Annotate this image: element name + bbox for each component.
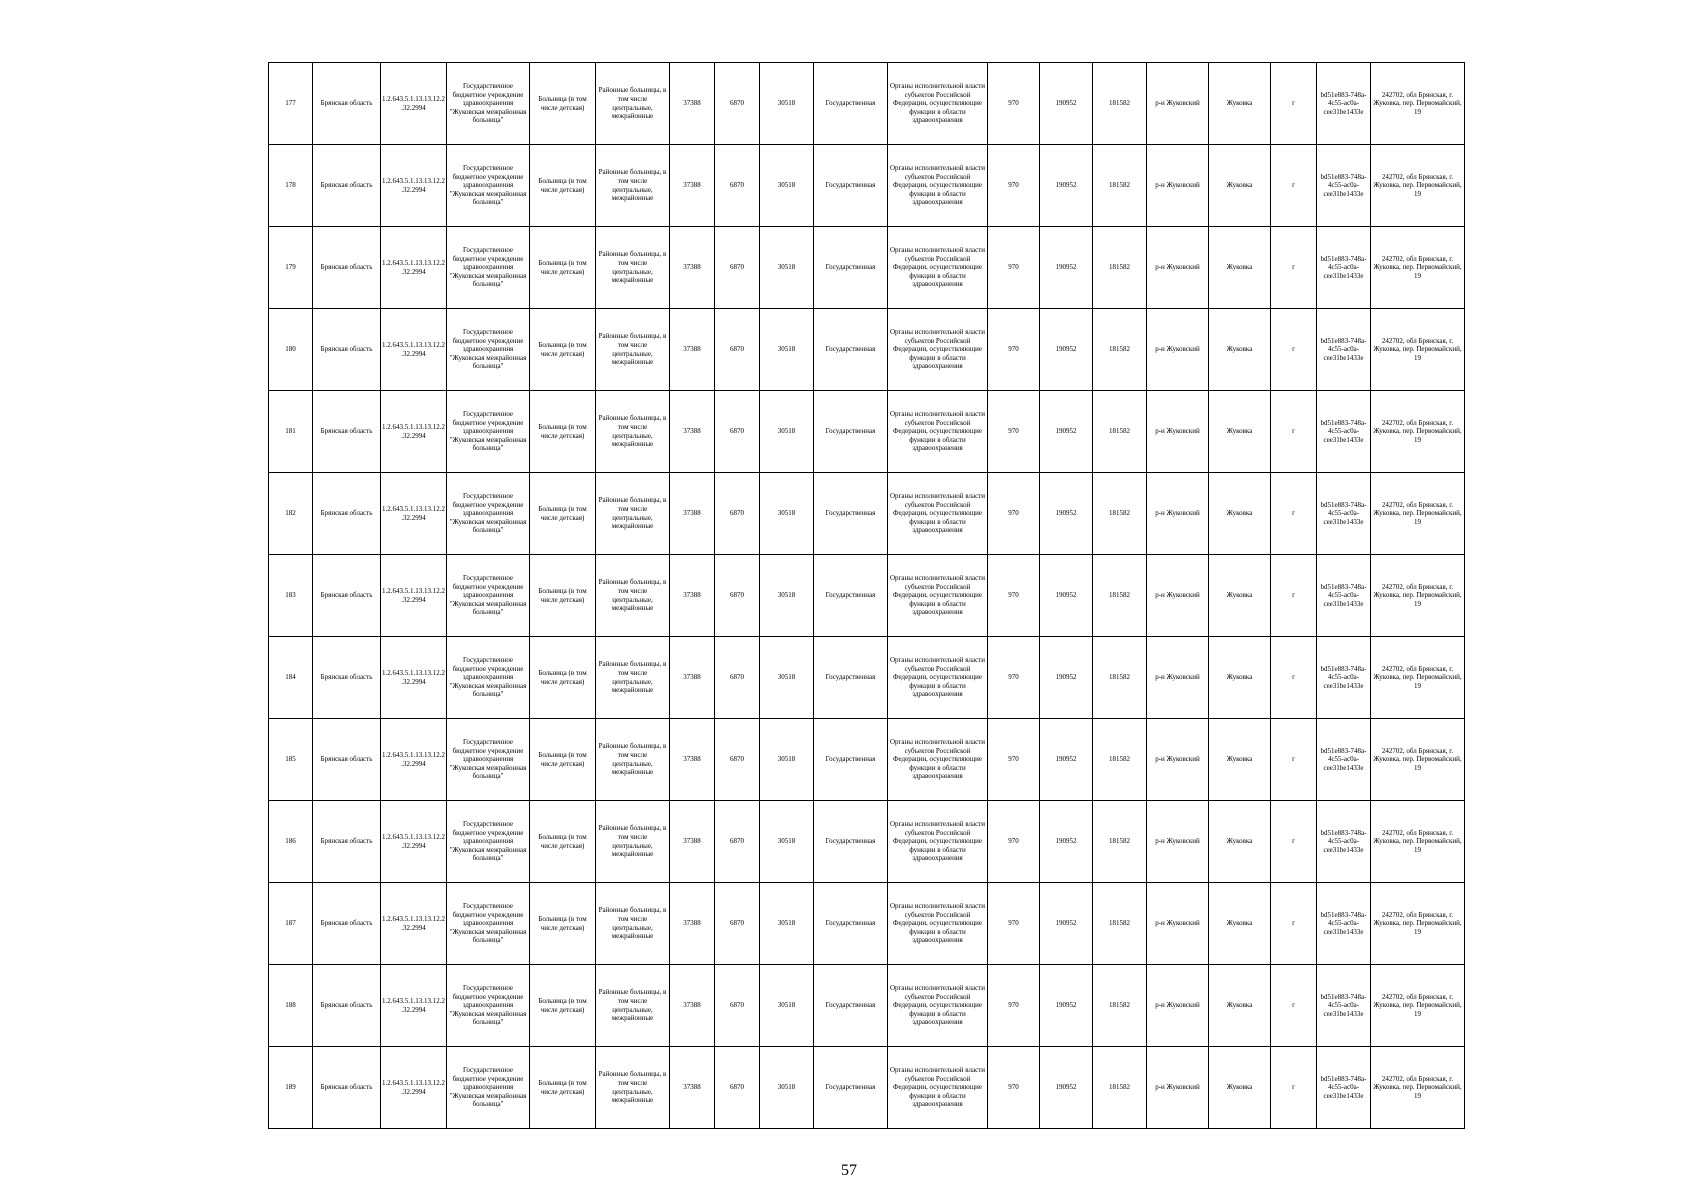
locality-type-cell: г: [1271, 309, 1317, 391]
code-f-cell: 181582: [1093, 1047, 1147, 1129]
address-cell: 242702, обл Брянская, г. Жуковка, пер. Первомайский, 19: [1371, 555, 1465, 637]
district-cell: р-н Жуковский: [1147, 227, 1209, 309]
authority-cell: Органы исполнительной власти субъектов Российской Федерации, осуществляющие функции в области здравоохранения: [888, 555, 988, 637]
region-cell: Брянская область: [313, 883, 381, 965]
code-f-cell: 181582: [1093, 719, 1147, 801]
oid-cell: 1.2.643.5.1.13.13.12.2.32.2994: [381, 145, 447, 227]
guid-cell: bd51e883-748a-4c55-ac0a-cee31be1433e: [1317, 145, 1371, 227]
table-row: [269, 965, 1465, 1047]
org-type-cell: Больница (в том числе детская): [530, 965, 596, 1047]
code-a-cell: 37388: [670, 637, 715, 719]
code-b-cell: 6870: [715, 145, 760, 227]
org-subtype-cell: Районные больницы, в том числе центральные, межрайонные: [596, 719, 670, 801]
org-subtype-cell: Районные больницы, в том числе центральные, межрайонные: [596, 965, 670, 1047]
table-row: [269, 883, 1465, 965]
org-subtype-cell: Районные больницы, в том числе центральные, межрайонные: [596, 801, 670, 883]
authority-cell: Органы исполнительной власти субъектов Российской Федерации, осуществляющие функции в области здравоохранения: [888, 637, 988, 719]
oid-cell: 1.2.643.5.1.13.13.12.2.32.2994: [381, 555, 447, 637]
locality-cell: Жуковка: [1209, 227, 1271, 309]
oid-cell: 1.2.643.5.1.13.13.12.2.32.2994: [381, 883, 447, 965]
address-cell: 242702, обл Брянская, г. Жуковка, пер. Первомайский, 19: [1371, 1047, 1465, 1129]
code-d-cell: 970: [988, 63, 1040, 145]
org-subtype-cell: Районные больницы, в том числе центральные, межрайонные: [596, 1047, 670, 1129]
code-d-cell: 970: [988, 801, 1040, 883]
organization-name-cell: Государственное бюджетное учреждение здравоохранения "Жуковская межрайонная больница": [447, 801, 530, 883]
org-subtype-cell: Районные больницы, в том числе центральные, межрайонные: [596, 473, 670, 555]
code-e-cell: 190952: [1040, 473, 1093, 555]
row-number-cell: 183: [269, 555, 313, 637]
code-c-cell: 30518: [760, 391, 814, 473]
code-e-cell: 190952: [1040, 391, 1093, 473]
table-row: [269, 801, 1465, 883]
address-cell: 242702, обл Брянская, г. Жуковка, пер. Первомайский, 19: [1371, 391, 1465, 473]
oid-cell: 1.2.643.5.1.13.13.12.2.32.2994: [381, 473, 447, 555]
oid-cell: 1.2.643.5.1.13.13.12.2.32.2994: [381, 801, 447, 883]
row-number-cell: 186: [269, 801, 313, 883]
organization-name-cell: Государственное бюджетное учреждение здравоохранения "Жуковская межрайонная больница": [447, 883, 530, 965]
row-number-cell: 177: [269, 63, 313, 145]
organization-name-cell: Государственное бюджетное учреждение здравоохранения "Жуковская межрайонная больница": [447, 965, 530, 1047]
ownership-cell: Государственная: [814, 473, 888, 555]
region-cell: Брянская область: [313, 965, 381, 1047]
district-cell: р-н Жуковский: [1147, 1047, 1209, 1129]
locality-cell: Жуковка: [1209, 1047, 1271, 1129]
code-f-cell: 181582: [1093, 309, 1147, 391]
org-type-cell: Больница (в том числе детская): [530, 801, 596, 883]
code-c-cell: 30518: [760, 63, 814, 145]
code-b-cell: 6870: [715, 801, 760, 883]
org-type-cell: Больница (в том числе детская): [530, 1047, 596, 1129]
code-b-cell: 6870: [715, 719, 760, 801]
code-e-cell: 190952: [1040, 309, 1093, 391]
organization-name-cell: Государственное бюджетное учреждение здравоохранения "Жуковская межрайонная больница": [447, 555, 530, 637]
organization-name-cell: Государственное бюджетное учреждение здравоохранения "Жуковская межрайонная больница": [447, 473, 530, 555]
code-c-cell: 30518: [760, 719, 814, 801]
locality-type-cell: г: [1271, 883, 1317, 965]
region-cell: Брянская область: [313, 801, 381, 883]
ownership-cell: Государственная: [814, 309, 888, 391]
address-cell: 242702, обл Брянская, г. Жуковка, пер. Первомайский, 19: [1371, 227, 1465, 309]
guid-cell: bd51e883-748a-4c55-ac0a-cee31be1433e: [1317, 637, 1371, 719]
oid-cell: 1.2.643.5.1.13.13.12.2.32.2994: [381, 1047, 447, 1129]
oid-cell: 1.2.643.5.1.13.13.12.2.32.2994: [381, 391, 447, 473]
locality-type-cell: г: [1271, 227, 1317, 309]
locality-cell: Жуковка: [1209, 965, 1271, 1047]
code-a-cell: 37388: [670, 801, 715, 883]
org-type-cell: Больница (в том числе детская): [530, 63, 596, 145]
locality-type-cell: г: [1271, 801, 1317, 883]
oid-cell: 1.2.643.5.1.13.13.12.2.32.2994: [381, 637, 447, 719]
locality-type-cell: г: [1271, 473, 1317, 555]
table-row: [269, 227, 1465, 309]
district-cell: р-н Жуковский: [1147, 801, 1209, 883]
district-cell: р-н Жуковский: [1147, 309, 1209, 391]
code-a-cell: 37388: [670, 227, 715, 309]
authority-cell: Органы исполнительной власти субъектов Российской Федерации, осуществляющие функции в области здравоохранения: [888, 801, 988, 883]
ownership-cell: Государственная: [814, 63, 888, 145]
code-f-cell: 181582: [1093, 555, 1147, 637]
district-cell: р-н Жуковский: [1147, 555, 1209, 637]
guid-cell: bd51e883-748a-4c55-ac0a-cee31be1433e: [1317, 801, 1371, 883]
oid-cell: 1.2.643.5.1.13.13.12.2.32.2994: [381, 309, 447, 391]
code-c-cell: 30518: [760, 1047, 814, 1129]
oid-cell: 1.2.643.5.1.13.13.12.2.32.2994: [381, 63, 447, 145]
code-b-cell: 6870: [715, 555, 760, 637]
code-e-cell: 190952: [1040, 637, 1093, 719]
region-cell: Брянская область: [313, 719, 381, 801]
ownership-cell: Государственная: [814, 391, 888, 473]
locality-cell: Жуковка: [1209, 883, 1271, 965]
code-b-cell: 6870: [715, 473, 760, 555]
code-d-cell: 970: [988, 227, 1040, 309]
org-subtype-cell: Районные больницы, в том числе центральные, межрайонные: [596, 391, 670, 473]
address-cell: 242702, обл Брянская, г. Жуковка, пер. Первомайский, 19: [1371, 801, 1465, 883]
authority-cell: Органы исполнительной власти субъектов Российской Федерации, осуществляющие функции в области здравоохранения: [888, 965, 988, 1047]
org-subtype-cell: Районные больницы, в том числе центральные, межрайонные: [596, 555, 670, 637]
code-f-cell: 181582: [1093, 227, 1147, 309]
registry-table: [268, 62, 1465, 1129]
org-type-cell: Больница (в том числе детская): [530, 145, 596, 227]
locality-cell: Жуковка: [1209, 473, 1271, 555]
ownership-cell: Государственная: [814, 227, 888, 309]
code-d-cell: 970: [988, 145, 1040, 227]
code-a-cell: 37388: [670, 63, 715, 145]
address-cell: 242702, обл Брянская, г. Жуковка, пер. Первомайский, 19: [1371, 309, 1465, 391]
org-subtype-cell: Районные больницы, в том числе центральные, межрайонные: [596, 63, 670, 145]
org-subtype-cell: Районные больницы, в том числе центральные, межрайонные: [596, 145, 670, 227]
oid-cell: 1.2.643.5.1.13.13.12.2.32.2994: [381, 227, 447, 309]
authority-cell: Органы исполнительной власти субъектов Российской Федерации, осуществляющие функции в области здравоохранения: [888, 719, 988, 801]
code-e-cell: 190952: [1040, 801, 1093, 883]
oid-cell: 1.2.643.5.1.13.13.12.2.32.2994: [381, 719, 447, 801]
oid-cell: 1.2.643.5.1.13.13.12.2.32.2994: [381, 965, 447, 1047]
org-subtype-cell: Районные больницы, в том числе центральные, межрайонные: [596, 227, 670, 309]
ownership-cell: Государственная: [814, 719, 888, 801]
row-number-cell: 189: [269, 1047, 313, 1129]
authority-cell: Органы исполнительной власти субъектов Российской Федерации, осуществляющие функции в области здравоохранения: [888, 391, 988, 473]
locality-type-cell: г: [1271, 63, 1317, 145]
row-number-cell: 187: [269, 883, 313, 965]
code-a-cell: 37388: [670, 391, 715, 473]
code-b-cell: 6870: [715, 965, 760, 1047]
code-a-cell: 37388: [670, 145, 715, 227]
organization-name-cell: Государственное бюджетное учреждение здравоохранения "Жуковская межрайонная больница": [447, 145, 530, 227]
code-e-cell: 190952: [1040, 63, 1093, 145]
guid-cell: bd51e883-748a-4c55-ac0a-cee31be1433e: [1317, 391, 1371, 473]
locality-type-cell: г: [1271, 719, 1317, 801]
registry-body: [269, 63, 1465, 1129]
locality-type-cell: г: [1271, 1047, 1317, 1129]
code-e-cell: 190952: [1040, 965, 1093, 1047]
code-f-cell: 181582: [1093, 637, 1147, 719]
code-c-cell: 30518: [760, 555, 814, 637]
code-f-cell: 181582: [1093, 473, 1147, 555]
table-row: [269, 309, 1465, 391]
authority-cell: Органы исполнительной власти субъектов Российской Федерации, осуществляющие функции в области здравоохранения: [888, 63, 988, 145]
code-b-cell: 6870: [715, 883, 760, 965]
code-f-cell: 181582: [1093, 801, 1147, 883]
code-b-cell: 6870: [715, 637, 760, 719]
region-cell: Брянская область: [313, 63, 381, 145]
code-e-cell: 190952: [1040, 145, 1093, 227]
code-f-cell: 181582: [1093, 145, 1147, 227]
code-f-cell: 181582: [1093, 391, 1147, 473]
table-row: [269, 719, 1465, 801]
code-f-cell: 181582: [1093, 63, 1147, 145]
guid-cell: bd51e883-748a-4c55-ac0a-cee31be1433e: [1317, 719, 1371, 801]
org-type-cell: Больница (в том числе детская): [530, 309, 596, 391]
locality-cell: Жуковка: [1209, 63, 1271, 145]
table-row: [269, 1047, 1465, 1129]
code-c-cell: 30518: [760, 965, 814, 1047]
code-c-cell: 30518: [760, 227, 814, 309]
code-d-cell: 970: [988, 391, 1040, 473]
address-cell: 242702, обл Брянская, г. Жуковка, пер. Первомайский, 19: [1371, 719, 1465, 801]
address-cell: 242702, обл Брянская, г. Жуковка, пер. Первомайский, 19: [1371, 145, 1465, 227]
code-c-cell: 30518: [760, 145, 814, 227]
row-number-cell: 185: [269, 719, 313, 801]
code-e-cell: 190952: [1040, 1047, 1093, 1129]
table-row: [269, 391, 1465, 473]
locality-type-cell: г: [1271, 637, 1317, 719]
row-number-cell: 184: [269, 637, 313, 719]
org-type-cell: Больница (в том числе детская): [530, 883, 596, 965]
code-c-cell: 30518: [760, 473, 814, 555]
locality-type-cell: г: [1271, 391, 1317, 473]
authority-cell: Органы исполнительной власти субъектов Российской Федерации, осуществляющие функции в области здравоохранения: [888, 145, 988, 227]
locality-type-cell: г: [1271, 555, 1317, 637]
district-cell: р-н Жуковский: [1147, 883, 1209, 965]
authority-cell: Органы исполнительной власти субъектов Российской Федерации, осуществляющие функции в области здравоохранения: [888, 1047, 988, 1129]
org-type-cell: Больница (в том числе детская): [530, 473, 596, 555]
locality-cell: Жуковка: [1209, 555, 1271, 637]
code-a-cell: 37388: [670, 555, 715, 637]
page-number: 57: [841, 1162, 857, 1179]
code-d-cell: 970: [988, 719, 1040, 801]
region-cell: Брянская область: [313, 1047, 381, 1129]
code-b-cell: 6870: [715, 1047, 760, 1129]
region-cell: Брянская область: [313, 309, 381, 391]
org-type-cell: Больница (в том числе детская): [530, 637, 596, 719]
region-cell: Брянская область: [313, 473, 381, 555]
guid-cell: bd51e883-748a-4c55-ac0a-cee31be1433e: [1317, 309, 1371, 391]
org-type-cell: Больница (в том числе детская): [530, 227, 596, 309]
org-subtype-cell: Районные больницы, в том числе центральные, межрайонные: [596, 883, 670, 965]
code-a-cell: 37388: [670, 473, 715, 555]
locality-type-cell: г: [1271, 965, 1317, 1047]
district-cell: р-н Жуковский: [1147, 965, 1209, 1047]
region-cell: Брянская область: [313, 637, 381, 719]
ownership-cell: Государственная: [814, 637, 888, 719]
address-cell: 242702, обл Брянская, г. Жуковка, пер. Первомайский, 19: [1371, 637, 1465, 719]
row-number-cell: 181: [269, 391, 313, 473]
row-number-cell: 188: [269, 965, 313, 1047]
table-row: [269, 145, 1465, 227]
authority-cell: Органы исполнительной власти субъектов Российской Федерации, осуществляющие функции в области здравоохранения: [888, 883, 988, 965]
org-type-cell: Больница (в том числе детская): [530, 719, 596, 801]
locality-cell: Жуковка: [1209, 309, 1271, 391]
authority-cell: Органы исполнительной власти субъектов Российской Федерации, осуществляющие функции в области здравоохранения: [888, 227, 988, 309]
organization-name-cell: Государственное бюджетное учреждение здравоохранения "Жуковская межрайонная больница": [447, 63, 530, 145]
locality-cell: Жуковка: [1209, 145, 1271, 227]
row-number-cell: 178: [269, 145, 313, 227]
region-cell: Брянская область: [313, 555, 381, 637]
organization-name-cell: Государственное бюджетное учреждение здравоохранения "Жуковская межрайонная больница": [447, 227, 530, 309]
authority-cell: Органы исполнительной власти субъектов Российской Федерации, осуществляющие функции в области здравоохранения: [888, 473, 988, 555]
ownership-cell: Государственная: [814, 1047, 888, 1129]
code-a-cell: 37388: [670, 965, 715, 1047]
code-f-cell: 181582: [1093, 883, 1147, 965]
code-c-cell: 30518: [760, 801, 814, 883]
ownership-cell: Государственная: [814, 801, 888, 883]
row-number-cell: 180: [269, 309, 313, 391]
locality-cell: Жуковка: [1209, 637, 1271, 719]
authority-cell: Органы исполнительной власти субъектов Российской Федерации, осуществляющие функции в области здравоохранения: [888, 309, 988, 391]
code-c-cell: 30518: [760, 637, 814, 719]
address-cell: 242702, обл Брянская, г. Жуковка, пер. Первомайский, 19: [1371, 883, 1465, 965]
org-type-cell: Больница (в том числе детская): [530, 391, 596, 473]
organization-name-cell: Государственное бюджетное учреждение здравоохранения "Жуковская межрайонная больница": [447, 719, 530, 801]
code-e-cell: 190952: [1040, 883, 1093, 965]
district-cell: р-н Жуковский: [1147, 145, 1209, 227]
ownership-cell: Государственная: [814, 965, 888, 1047]
table-row: [269, 555, 1465, 637]
organization-name-cell: Государственное бюджетное учреждение здравоохранения "Жуковская межрайонная больница": [447, 391, 530, 473]
code-d-cell: 970: [988, 473, 1040, 555]
code-a-cell: 37388: [670, 309, 715, 391]
org-subtype-cell: Районные больницы, в том числе центральные, межрайонные: [596, 637, 670, 719]
ownership-cell: Государственная: [814, 883, 888, 965]
organization-name-cell: Государственное бюджетное учреждение здравоохранения "Жуковская межрайонная больница": [447, 637, 530, 719]
region-cell: Брянская область: [313, 227, 381, 309]
guid-cell: bd51e883-748a-4c55-ac0a-cee31be1433e: [1317, 555, 1371, 637]
guid-cell: bd51e883-748a-4c55-ac0a-cee31be1433e: [1317, 1047, 1371, 1129]
guid-cell: bd51e883-748a-4c55-ac0a-cee31be1433e: [1317, 227, 1371, 309]
locality-cell: Жуковка: [1209, 391, 1271, 473]
table-row: [269, 473, 1465, 555]
code-c-cell: 30518: [760, 309, 814, 391]
code-d-cell: 970: [988, 1047, 1040, 1129]
org-type-cell: Больница (в том числе детская): [530, 555, 596, 637]
registry-sheet: [268, 62, 1464, 1129]
district-cell: р-н Жуковский: [1147, 719, 1209, 801]
code-b-cell: 6870: [715, 63, 760, 145]
region-cell: Брянская область: [313, 145, 381, 227]
ownership-cell: Государственная: [814, 145, 888, 227]
code-d-cell: 970: [988, 883, 1040, 965]
locality-cell: Жуковка: [1209, 719, 1271, 801]
row-number-cell: 179: [269, 227, 313, 309]
code-e-cell: 190952: [1040, 719, 1093, 801]
code-e-cell: 190952: [1040, 227, 1093, 309]
district-cell: р-н Жуковский: [1147, 473, 1209, 555]
guid-cell: bd51e883-748a-4c55-ac0a-cee31be1433e: [1317, 883, 1371, 965]
address-cell: 242702, обл Брянская, г. Жуковка, пер. Первомайский, 19: [1371, 965, 1465, 1047]
code-d-cell: 970: [988, 309, 1040, 391]
district-cell: р-н Жуковский: [1147, 637, 1209, 719]
organization-name-cell: Государственное бюджетное учреждение здравоохранения "Жуковская межрайонная больница": [447, 309, 530, 391]
code-b-cell: 6870: [715, 227, 760, 309]
code-e-cell: 190952: [1040, 555, 1093, 637]
code-a-cell: 37388: [670, 1047, 715, 1129]
district-cell: р-н Жуковский: [1147, 391, 1209, 473]
guid-cell: bd51e883-748a-4c55-ac0a-cee31be1433e: [1317, 473, 1371, 555]
guid-cell: bd51e883-748a-4c55-ac0a-cee31be1433e: [1317, 965, 1371, 1047]
org-subtype-cell: Районные больницы, в том числе центральные, межрайонные: [596, 309, 670, 391]
code-b-cell: 6870: [715, 391, 760, 473]
code-a-cell: 37388: [670, 719, 715, 801]
guid-cell: bd51e883-748a-4c55-ac0a-cee31be1433e: [1317, 63, 1371, 145]
table-row: [269, 637, 1465, 719]
code-f-cell: 181582: [1093, 965, 1147, 1047]
table-row: [269, 63, 1465, 145]
organization-name-cell: Государственное бюджетное учреждение здравоохранения "Жуковская межрайонная больница": [447, 1047, 530, 1129]
code-c-cell: 30518: [760, 883, 814, 965]
code-d-cell: 970: [988, 637, 1040, 719]
code-a-cell: 37388: [670, 883, 715, 965]
region-cell: Брянская область: [313, 391, 381, 473]
code-d-cell: 970: [988, 555, 1040, 637]
address-cell: 242702, обл Брянская, г. Жуковка, пер. Первомайский, 19: [1371, 63, 1465, 145]
ownership-cell: Государственная: [814, 555, 888, 637]
locality-cell: Жуковка: [1209, 801, 1271, 883]
code-b-cell: 6870: [715, 309, 760, 391]
row-number-cell: 182: [269, 473, 313, 555]
locality-type-cell: г: [1271, 145, 1317, 227]
code-d-cell: 970: [988, 965, 1040, 1047]
district-cell: р-н Жуковский: [1147, 63, 1209, 145]
address-cell: 242702, обл Брянская, г. Жуковка, пер. Первомайский, 19: [1371, 473, 1465, 555]
